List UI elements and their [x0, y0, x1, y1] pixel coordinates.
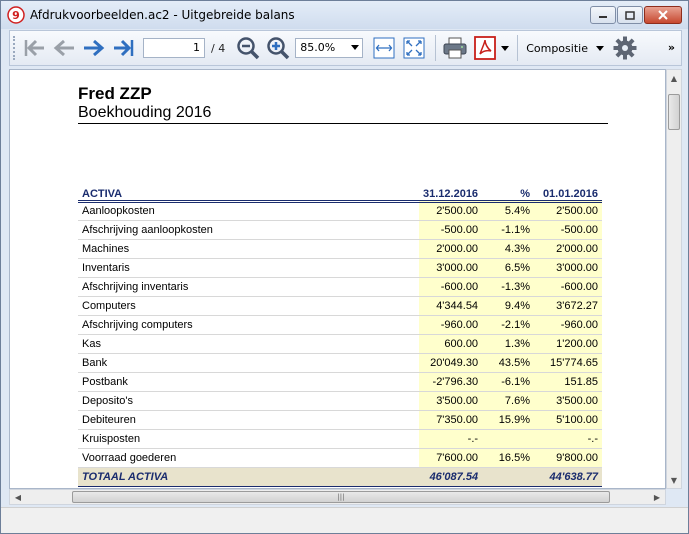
print-button[interactable] [442, 35, 468, 61]
preview-toolbar [9, 30, 682, 66]
arrow-left-bar-icon [22, 38, 46, 58]
maximize-icon [625, 11, 635, 20]
zoom-out-button[interactable] [235, 35, 261, 61]
first-page-button[interactable] [21, 35, 47, 61]
row-label: Kas [78, 334, 419, 353]
row-current: -500.00 [419, 220, 482, 239]
header-previous-date: 01.01.2016 [534, 184, 602, 201]
chevron-down-icon [351, 45, 359, 50]
arrow-right-bar-icon [112, 38, 136, 58]
fit-width-icon [373, 37, 395, 59]
document-preview[interactable] [9, 69, 666, 489]
close-icon [658, 10, 668, 20]
zoom-value: 85.0% [300, 41, 336, 54]
row-previous: -.- [534, 429, 602, 448]
table-row [78, 201, 602, 220]
table-row [78, 353, 602, 372]
layout-select[interactable]: Compositie [526, 41, 588, 55]
window-title: Afdrukvoorbeelden.ac2 - Uitgebreide balans [30, 8, 295, 22]
row-current: 7'600.00 [419, 448, 482, 467]
table-row [78, 315, 602, 334]
previous-page-button[interactable] [51, 35, 77, 61]
row-current: 600.00 [419, 334, 482, 353]
maximize-button[interactable] [617, 6, 643, 24]
row-label: Afschrijving aanloopkosten [78, 220, 419, 239]
table-row [78, 296, 602, 315]
minimize-button[interactable] [590, 6, 616, 24]
row-previous: 3'000.00 [534, 258, 602, 277]
row-previous: 2'000.00 [534, 239, 602, 258]
row-percent: -6.1% [482, 372, 534, 391]
row-previous: -500.00 [534, 220, 602, 239]
vertical-scrollbar[interactable] [666, 69, 682, 489]
row-label: Kruisposten [78, 429, 419, 448]
row-previous: 5'100.00 [534, 410, 602, 429]
total-current: 46'087.54 [419, 467, 482, 486]
row-current: 20'049.30 [419, 353, 482, 372]
fit-page-icon [403, 37, 425, 59]
row-percent: 16.5% [482, 448, 534, 467]
row-previous: -960.00 [534, 315, 602, 334]
row-percent: -2.1% [482, 315, 534, 334]
row-percent: 6.5% [482, 258, 534, 277]
scroll-right-icon[interactable]: ▶ [653, 492, 661, 502]
company-name: Fred ZZP [78, 84, 152, 103]
horizontal-scrollbar[interactable] [9, 489, 666, 505]
row-percent: 15.9% [482, 410, 534, 429]
svg-text:9: 9 [12, 9, 20, 22]
table-row [78, 372, 602, 391]
vertical-scroll-thumb[interactable] [668, 94, 680, 130]
toolbar-separator [435, 35, 436, 61]
row-percent: 4.3% [482, 239, 534, 258]
printer-icon [443, 37, 467, 59]
row-percent: 1.3% [482, 334, 534, 353]
minimize-icon [598, 11, 608, 19]
page-number-input[interactable]: 1 [143, 38, 205, 58]
table-row [78, 220, 602, 239]
export-pdf-button[interactable] [472, 35, 498, 61]
row-percent: -1.1% [482, 220, 534, 239]
row-percent: 7.6% [482, 391, 534, 410]
total-row [78, 467, 602, 486]
row-previous: -600.00 [534, 277, 602, 296]
header-current-date: 31.12.2016 [419, 184, 482, 201]
table-row [78, 448, 602, 467]
last-page-button[interactable] [111, 35, 137, 61]
total-previous: 44'638.77 [534, 467, 602, 486]
row-current: -.- [419, 429, 482, 448]
row-previous: 1'200.00 [534, 334, 602, 353]
arrow-left-icon [52, 38, 76, 58]
row-percent: 43.5% [482, 353, 534, 372]
row-previous: 9'800.00 [534, 448, 602, 467]
arrow-right-icon [82, 38, 106, 58]
horizontal-scroll-thumb[interactable]: ||| [72, 491, 610, 503]
status-bar [1, 507, 688, 533]
row-label: Afschrijving inventaris [78, 277, 419, 296]
row-previous: 15'774.65 [534, 353, 602, 372]
table-row [78, 410, 602, 429]
zoom-in-button[interactable] [265, 35, 291, 61]
fit-page-button[interactable] [401, 35, 427, 61]
table-row [78, 429, 602, 448]
row-previous: 2'500.00 [534, 201, 602, 220]
row-label: Aanloopkosten [78, 201, 419, 220]
row-percent: -1.3% [482, 277, 534, 296]
balance-table [78, 184, 602, 487]
toolbar-separator [517, 35, 518, 61]
zoom-out-icon [236, 36, 260, 60]
report-header [78, 84, 608, 124]
gear-icon [613, 36, 637, 60]
header-percent: % [482, 184, 534, 201]
toolbar-overflow-button[interactable]: » [667, 41, 675, 54]
header-activa: ACTIVA [78, 184, 419, 201]
row-percent: 5.4% [482, 201, 534, 220]
zoom-in-icon [266, 36, 290, 60]
pdf-dropdown-icon[interactable] [501, 46, 509, 51]
toolbar-grip[interactable] [13, 36, 17, 60]
row-label: Machines [78, 239, 419, 258]
row-label: Postbank [78, 372, 419, 391]
page-total-label: / 4 [211, 41, 226, 55]
row-current: 2'500.00 [419, 201, 482, 220]
pdf-icon [474, 36, 496, 60]
close-button[interactable] [644, 6, 682, 24]
scroll-left-icon[interactable]: ◀ [14, 492, 22, 502]
scroll-up-icon[interactable]: ▲ [670, 73, 678, 83]
total-percent [482, 467, 534, 486]
total-label: TOTAAL ACTIVA [78, 467, 419, 486]
table-row [78, 391, 602, 410]
report-subtitle: Boekhouding 2016 [78, 104, 608, 124]
table-header-row [78, 184, 602, 201]
row-previous: 3'500.00 [534, 391, 602, 410]
table-row [78, 258, 602, 277]
row-current: 2'000.00 [419, 239, 482, 258]
row-previous: 151.85 [534, 372, 602, 391]
row-current: -600.00 [419, 277, 482, 296]
app-logo-icon [7, 6, 25, 24]
layout-dropdown-icon[interactable] [596, 46, 604, 51]
row-percent: 9.4% [482, 296, 534, 315]
table-row [78, 277, 602, 296]
row-label: Computers [78, 296, 419, 315]
zoom-select[interactable] [295, 38, 363, 58]
row-current: -2'796.30 [419, 372, 482, 391]
row-current: 3'000.00 [419, 258, 482, 277]
row-current: 3'500.00 [419, 391, 482, 410]
next-page-button[interactable] [81, 35, 107, 61]
fit-width-button[interactable] [371, 35, 397, 61]
row-label: Debiteuren [78, 410, 419, 429]
settings-button[interactable] [612, 35, 638, 61]
row-current: 7'350.00 [419, 410, 482, 429]
row-current: -960.00 [419, 315, 482, 334]
row-label: Bank [78, 353, 419, 372]
table-row [78, 239, 602, 258]
row-label: Afschrijving computers [78, 315, 419, 334]
row-current: 4'344.54 [419, 296, 482, 315]
row-label: Deposito's [78, 391, 419, 410]
row-label: Voorraad goederen [78, 448, 419, 467]
row-percent [482, 429, 534, 448]
row-label: Inventaris [78, 258, 419, 277]
title-bar [1, 1, 688, 29]
scroll-down-icon[interactable]: ▼ [670, 475, 678, 485]
table-row [78, 334, 602, 353]
row-previous: 3'672.27 [534, 296, 602, 315]
